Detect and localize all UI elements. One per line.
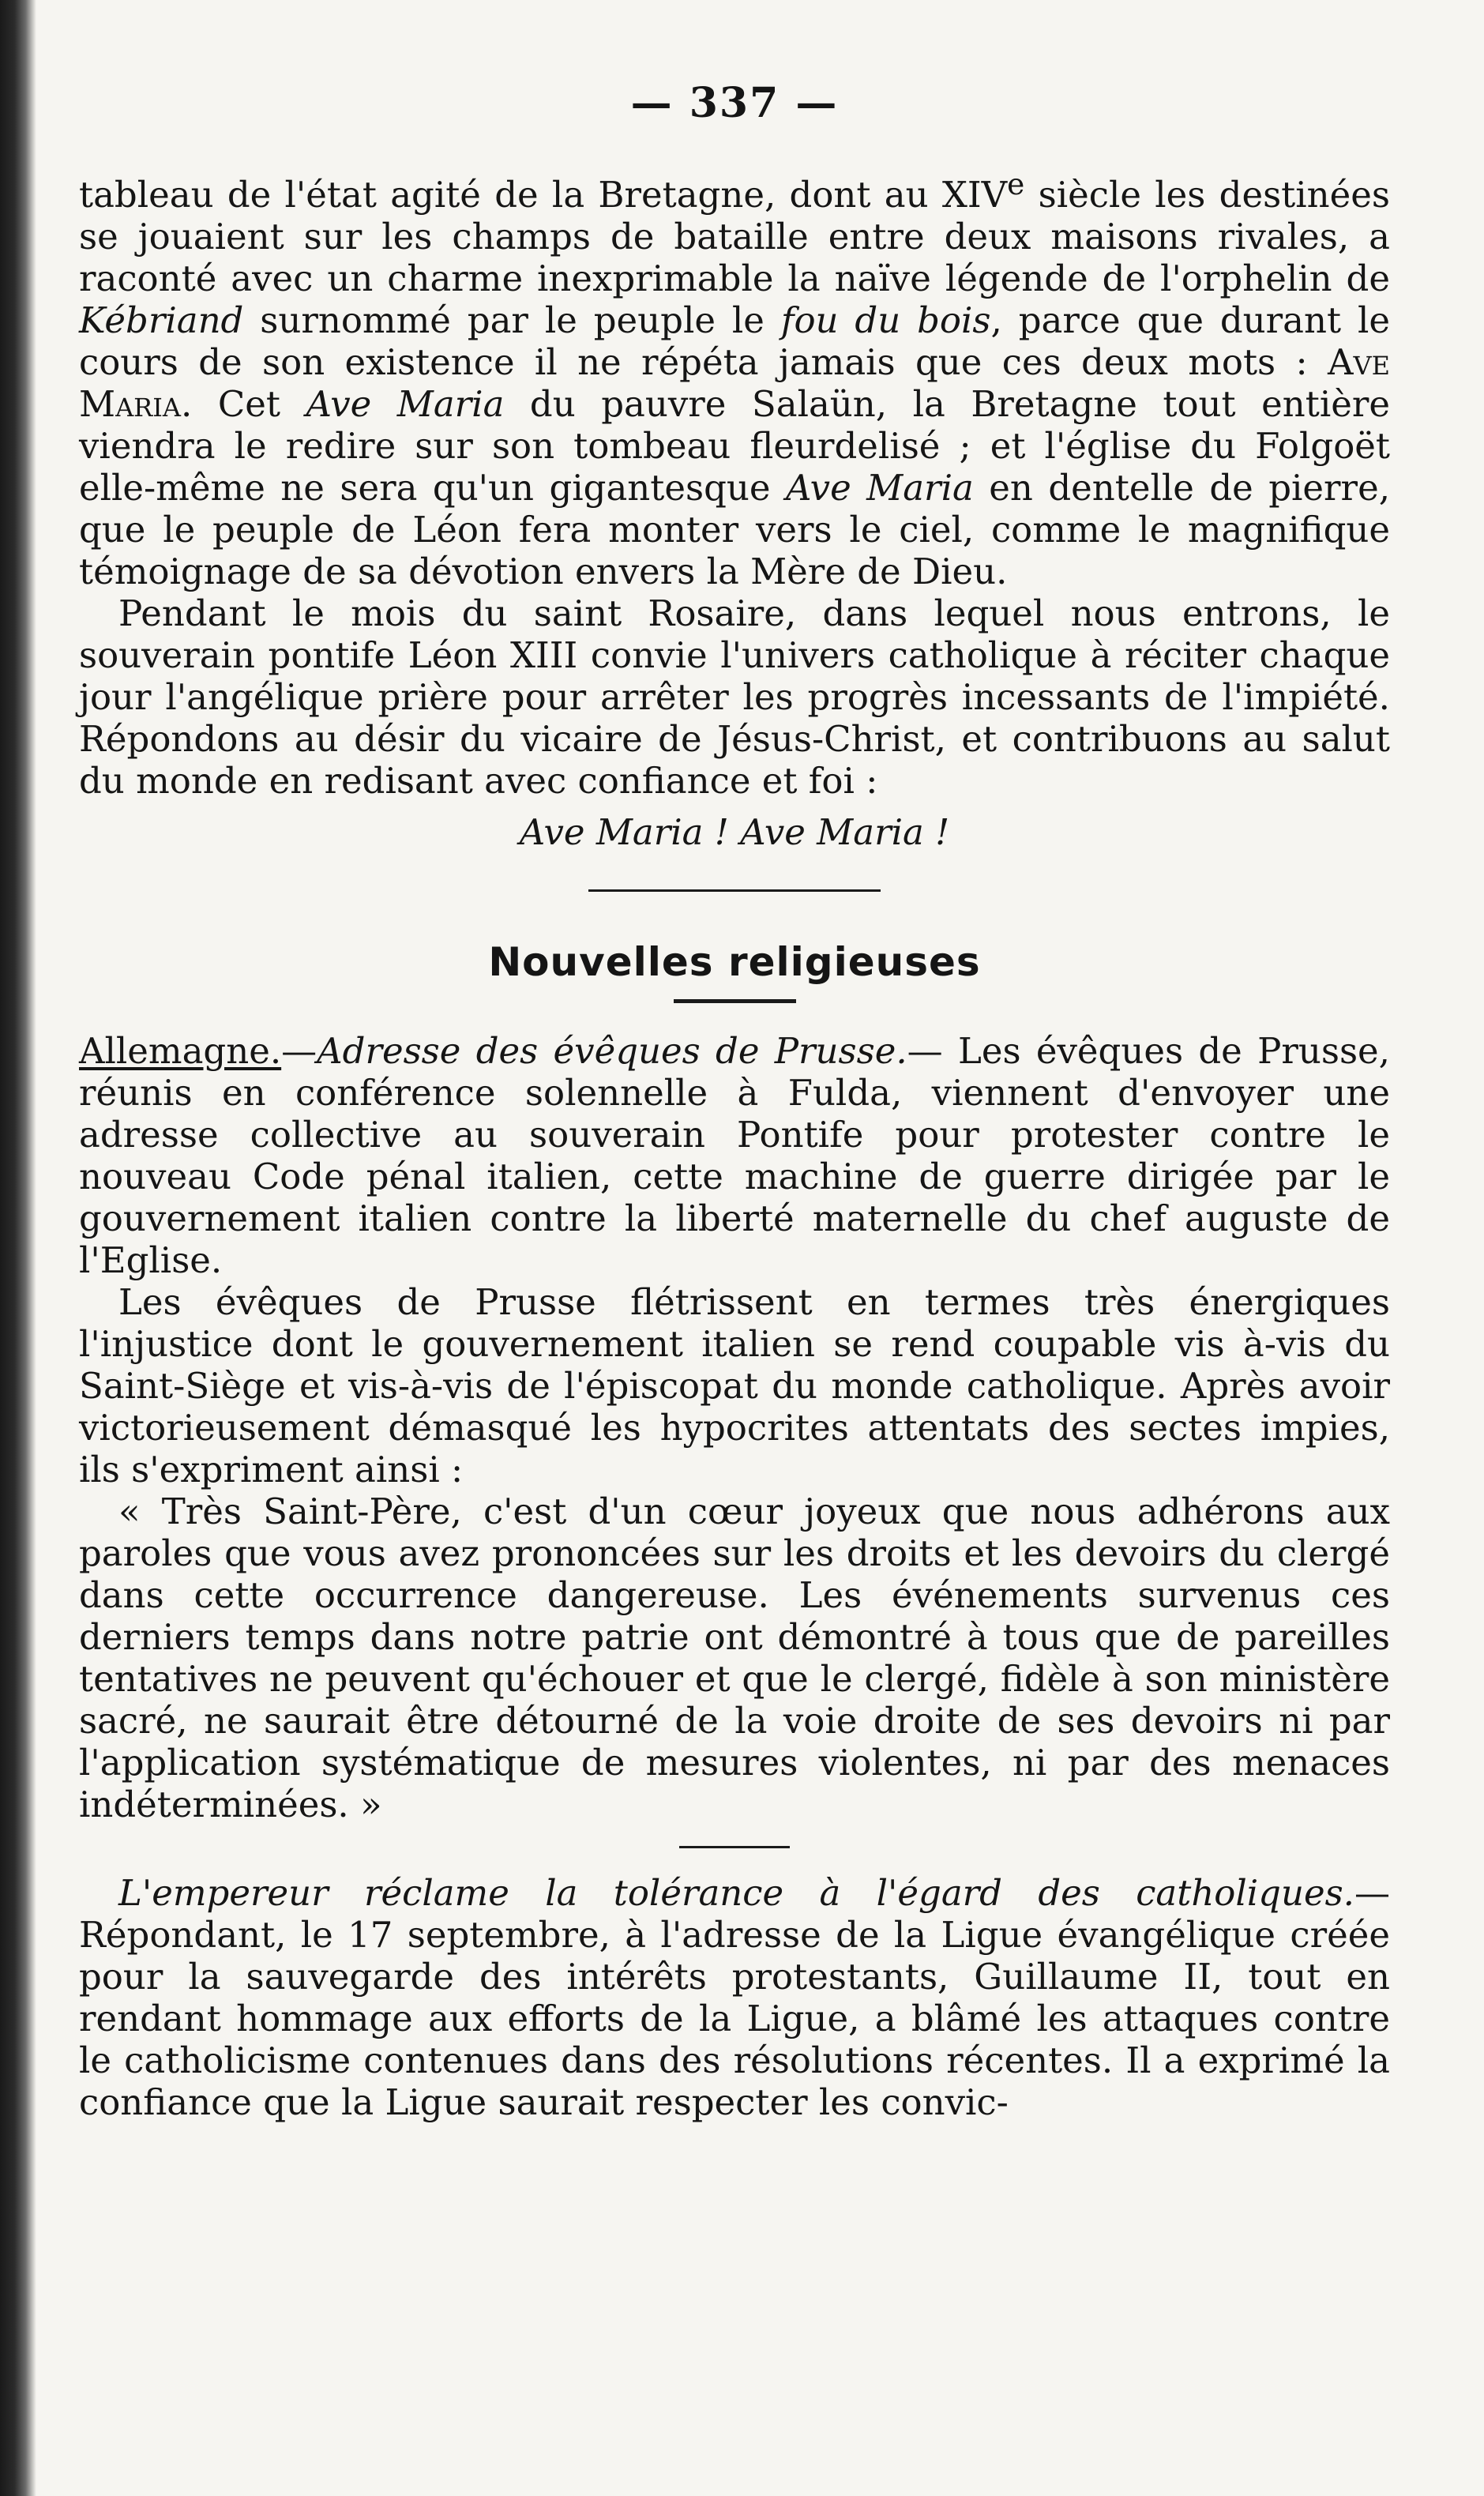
subtitle-adresse: Adresse des évêques de Prusse. <box>317 1030 907 1072</box>
section-divider <box>588 889 881 892</box>
paragraph-empereur <box>79 1872 1390 2123</box>
p1-italic-ave-maria-1: Ave Maria <box>306 383 505 425</box>
ave-maria-line: Ave Maria ! Ave Maria ! <box>519 811 950 853</box>
document-page <box>79 79 1390 2417</box>
paragraph-bretagne <box>79 164 1390 592</box>
p1-superscript: e <box>1007 167 1025 201</box>
paragraph-rosaire: Pendant le mois du saint Rosaire, dans lequel nous entrons, le souverain pontife Léon XIII convie l'univers catholique à réciter chaque jour l'angélique prière pour arrêter les progrès incessants de l'impiété. Répondons au désir du vicaire de Jésus-Christ, et contribuons au salut du monde en redisant avec confiance et foi : <box>79 592 1390 802</box>
title-underline <box>674 999 796 1003</box>
paragraph-empereur-body: —Répondant, le 17 septembre, à l'adresse de la Ligue évangélique créée pour la sauvegarde des intérêts protestants, Guillaume II, tout en rendant hommage aux efforts de la Ligue, a blâmé les attaques contre le catholicisme contenues dans des résolutions récentes. Il a exprimé la confiance que la Ligue saurait respecter les convic- <box>79 1872 1390 2123</box>
scan-binding-edge <box>0 0 36 2496</box>
paragraph-allemagne-body: — Les évêques de Prusse, réunis en conférence solennelle à Fulda, viennent d'envoyer une adresse collective au souverain Pontife pour protester contre le nouveau Code pénal italien, cette machine de guerre dirigée par le gouvernement italien contre la liberté maternelle du chef auguste de l'Eglise. <box>79 1030 1390 1281</box>
paragraph-eveques: Les évêques de Prusse flétrissent en termes très énergiques l'injustice dont le gouvernement italien se rend coupable vis à-vis du Saint-Siège et vis-à-vis de l'épiscopat du monde catholique. Après avoir victorieusement démasqué les hypocrites attentats des sectes impies, ils s'expriment ainsi : <box>79 1281 1390 1490</box>
p1-italic-kebriand: Kébriand <box>79 299 244 341</box>
p1-text-1: tableau de l'état agité de la Bretagne, dont au XIV <box>79 174 1008 216</box>
p1-italic-fou-du-bois: fou du bois <box>780 299 991 341</box>
p1-text-5: . Cet <box>181 383 306 425</box>
paragraph-quote: « Très Saint-Père, c'est d'un cœur joyeux que nous adhérons aux paroles que vous avez prononcées sur les droits et les devoirs du clergé dans cette occurrence dangereuse. Les événements survenus ces derniers temps dans notre patrie ont démontré à tous que de pareilles tentatives ne peuvent qu'échouer et que le clergé, fidèle à son ministère sacré, ne saurait être détourné de la voie droite de ses devoirs ni par l'application systématique de mesures violentes, ni par des menaces indéterminées. » <box>79 1490 1390 1825</box>
lead-dash: — <box>281 1030 317 1072</box>
p1-text-7: en dentelle de pierre, que le peuple de Léon fera monter vers le ciel, comme le magnifique témoignage de sa dévotion envers la Mère de Dieu. <box>79 467 1390 592</box>
section-title: Nouvelles religieuses <box>488 939 981 985</box>
item-divider <box>679 1846 790 1848</box>
page-number: — 337 — <box>630 79 839 127</box>
p1-text-3: surnommé par le peuple le <box>243 299 781 341</box>
paragraph-allemagne <box>79 1030 1390 1281</box>
lead-word-allemagne: Allemagne. <box>79 1030 282 1072</box>
p1-italic-ave-maria-2: Ave Maria <box>785 467 974 509</box>
p1-text-4: , parce que durant le cours de son existence il ne répéta jamais que ces deux mots : <box>79 299 1390 383</box>
p1-smallcaps-ave-maria: Ave Maria <box>79 341 1390 425</box>
p1-text-2: siècle les destinées se jouaient sur les champs de bataille entre deux maisons rivales, a raconté avec un charme inexprimable la naïve légende de l'orphelin de <box>79 174 1390 299</box>
subtitle-empereur: L'empereur réclame la tolérance à l'égard des catholiques. <box>118 1872 1354 1914</box>
p1-text-6: du pauvre Salaün, la Bretagne tout entière viendra le redire sur son tombeau fleurdelisé ; et l'église du Folgoët elle-même ne sera qu'un gigantesque <box>79 383 1391 509</box>
